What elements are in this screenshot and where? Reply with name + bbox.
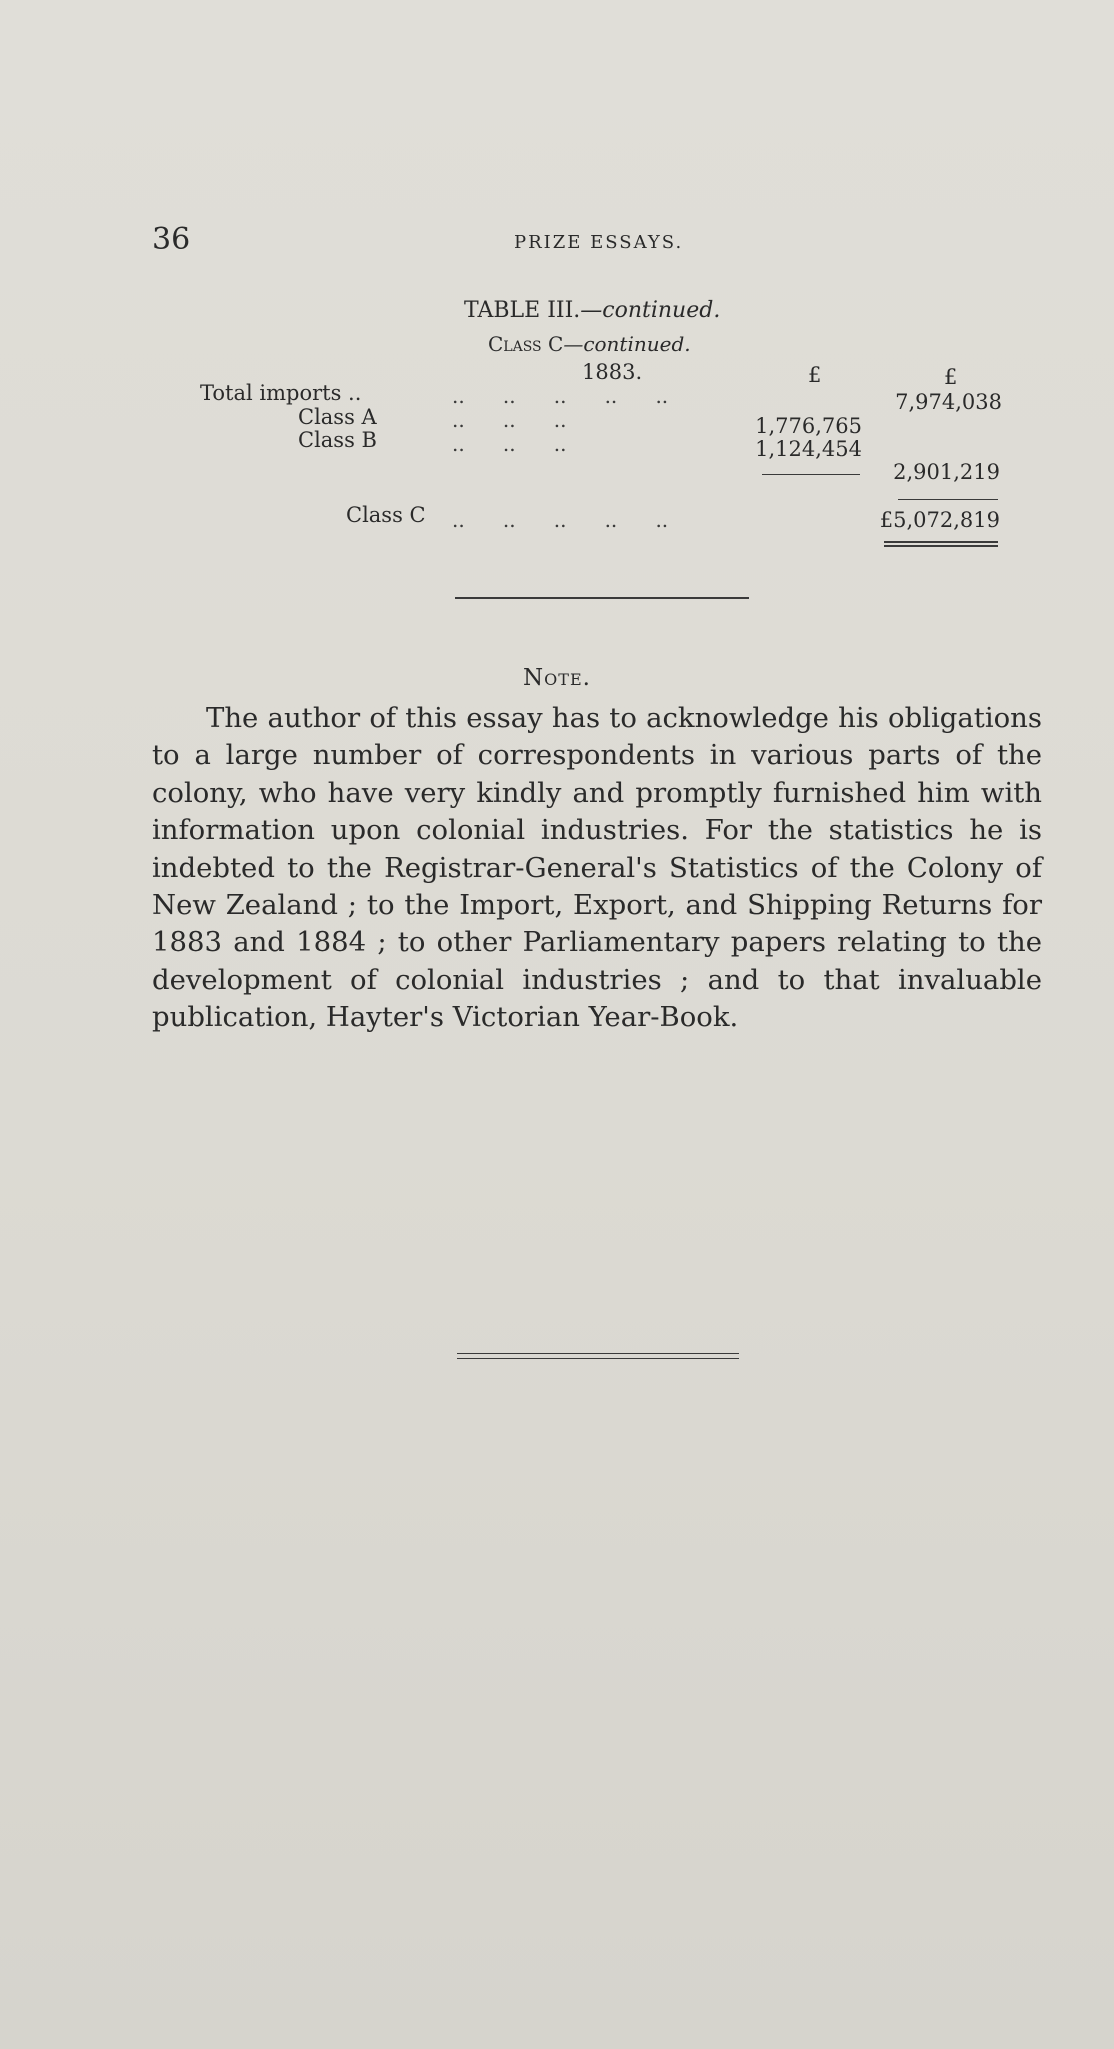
row-label-class-c: Class C: [346, 503, 426, 527]
row-label-class-b: Class B: [298, 428, 377, 452]
running-head: PRIZE ESSAYS.: [514, 232, 684, 253]
page-number: 36: [152, 222, 191, 257]
value-total-imports: 7,974,038: [895, 390, 1002, 414]
row-dots: .. .. .. .. ..: [452, 508, 669, 532]
row-label-class-a: Class A: [298, 405, 377, 429]
total-double-rule-bottom: [884, 545, 998, 547]
table-subtitle-main: Class C: [488, 332, 564, 356]
table-year: 1883.: [582, 360, 643, 384]
sum-rule-col1: [762, 474, 860, 475]
table-title: [464, 298, 720, 323]
table-subtitle-continued: —continued.: [563, 332, 691, 356]
row-dots: .. .. .. .. ..: [452, 384, 669, 408]
table-subtitle: [488, 332, 691, 356]
currency-col2: £: [944, 365, 958, 389]
end-rule-bottom: [457, 1358, 739, 1359]
section-divider: [455, 597, 749, 599]
value-subtotal: 2,901,219: [893, 460, 1000, 484]
note-heading: [0, 665, 1114, 691]
row-dots: .. .. ..: [452, 408, 567, 432]
end-rule-top: [457, 1353, 739, 1354]
value-class-c: £5,072,819: [879, 508, 1000, 532]
currency-col1: £: [808, 363, 822, 387]
note-paragraph: The author of this essay has to acknowledge his obligations to a large number of correspondents in various parts of the colony, who have very kindly and promptly furnished him with information upon colonial industries. For the statistics he is indebted to the Registrar-General's Statistics of the Colony of New Zealand ; to the Import, Export, and Shipping Returns for 1883 and 1884 ; to other Parliamentary papers relating to the development of colonial industries ; and to that invaluable publication, Hayter's Victorian Year-Book.: [152, 702, 1042, 1034]
sum-rule-col2: [898, 499, 998, 500]
row-label-total-imports: Total imports ..: [200, 381, 362, 405]
row-dots: .. .. ..: [452, 432, 567, 456]
total-double-rule-top: [884, 541, 998, 543]
note-heading-text: Note.: [523, 665, 591, 691]
value-class-a: 1,776,765: [755, 414, 862, 438]
table-title-main: TABLE III.: [464, 298, 581, 323]
note-body: [152, 700, 1042, 1037]
table-title-continued: —continued.: [580, 298, 721, 323]
value-class-b: 1,124,454: [755, 437, 862, 461]
